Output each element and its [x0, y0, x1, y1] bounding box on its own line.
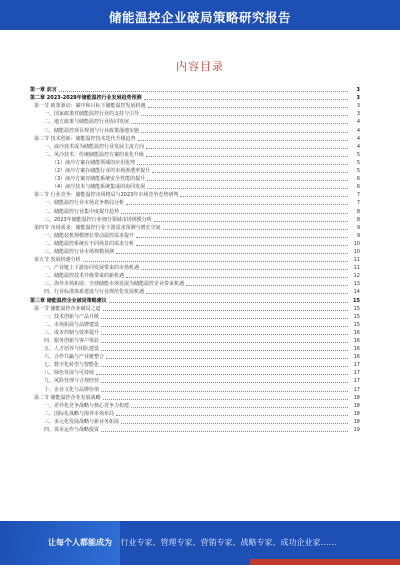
- toc-entry-title: 二、国际化战略与海外市场布局: [44, 410, 115, 417]
- toc-leader-dots: [116, 250, 348, 254]
- toc-entry-title: 二、市场拓展与品牌建设: [44, 321, 100, 328]
- toc-entry-title: 八、绿色发展与可持续: [44, 370, 95, 377]
- toc-entry[interactable]: [30, 425, 360, 433]
- toc-entry-page: 18: [353, 402, 360, 409]
- toc-entry-title: 一、液冷技术成为储能温控行业发展主流方向: [44, 143, 145, 150]
- toc-leader-dots: [131, 120, 348, 124]
- toc-entry-page: 16: [353, 338, 360, 344]
- toc-entry-page: 17: [353, 370, 360, 377]
- toc-entry-title: 四、服务创新与客户体验: [44, 338, 100, 344]
- toc-entry-page: 16: [353, 354, 360, 361]
- toc-entry-page: 18: [353, 394, 360, 401]
- toc-leader-dots: [141, 112, 348, 116]
- toc-entry-page: 17: [353, 378, 360, 385]
- toc-entry-title: 第一章 前言: [30, 87, 57, 94]
- toc-entry-page: 7: [356, 200, 360, 207]
- toc-entry[interactable]: [30, 368, 360, 376]
- toc-entry[interactable]: [30, 263, 360, 271]
- toc-entry-title: 二、地方政策与储能温控行业协同发展: [44, 119, 130, 126]
- toc-entry-title: 第二章 2023-2028年储能温控行业发展趋势预测: [30, 95, 142, 102]
- toc-leader-dots: [101, 323, 348, 327]
- toc-entry-page: 11: [353, 257, 360, 264]
- toc-leader-dots: [116, 412, 348, 416]
- toc-leader-dots: [144, 96, 348, 100]
- toc-leader-dots: [101, 379, 348, 383]
- toc-entry[interactable]: [30, 85, 360, 93]
- toc-entry[interactable]: [30, 223, 360, 231]
- toc-entry-page: 7: [356, 192, 360, 199]
- toc-leader-dots: [101, 388, 348, 392]
- toc-entry-page: 5: [356, 151, 360, 158]
- toc-leader-dots: [154, 218, 348, 222]
- toc-leader-dots: [146, 290, 348, 294]
- table-of-contents: [30, 85, 360, 433]
- toc-leader-dots: [136, 234, 348, 238]
- toc-entry-page: 3: [356, 87, 360, 94]
- toc-entry-page: 15: [353, 313, 360, 320]
- toc-entry[interactable]: [30, 247, 360, 255]
- toc-leader-dots: [59, 88, 348, 92]
- toc-entry[interactable]: [30, 101, 360, 109]
- footer-slogan-sub: 行业专家、管理专家、营销专家、战略专家、成功企业家……: [120, 538, 337, 547]
- toc-leader-dots: [101, 315, 348, 319]
- toc-entry-title: （2）液冷方案在储能行业的市场渗透率提升: [52, 168, 151, 175]
- toc-entry-title: 三、2023年储能温控行业细分领域市场规模分析: [44, 216, 152, 223]
- toc-leader-dots: [121, 210, 348, 214]
- toc-entry[interactable]: [30, 304, 360, 312]
- toc-entry-page: 8: [356, 216, 360, 223]
- toc-entry-page: 9: [356, 232, 360, 239]
- toc-entry[interactable]: [30, 117, 360, 125]
- toc-entry-page: 4: [356, 119, 360, 126]
- toc-leader-dots: [101, 363, 348, 367]
- toc-entry[interactable]: [30, 174, 360, 182]
- toc-leader-dots: [186, 282, 348, 286]
- toc-leader-dots: [141, 266, 348, 270]
- toc-entry-page: 17: [353, 362, 360, 369]
- toc-entry[interactable]: [30, 401, 360, 409]
- toc-leader-dots: [141, 129, 348, 133]
- toc-entry[interactable]: [30, 320, 360, 328]
- toc-entry[interactable]: [30, 239, 360, 247]
- toc-entry[interactable]: [30, 336, 360, 344]
- footer-red-strip: [250, 559, 400, 565]
- toc-entry-page: 14: [353, 289, 360, 296]
- toc-entry-title: 二、储能温控系统在不同场景的需求分析: [44, 240, 135, 247]
- toc-entry-page: 6: [356, 184, 360, 191]
- toc-entry-page: 3: [356, 103, 360, 110]
- toc-leader-dots: [109, 299, 348, 303]
- toc-entry[interactable]: [30, 279, 360, 287]
- toc-entry[interactable]: [30, 352, 360, 360]
- toc-entry-title: 二、储能温控行业集中度提升趋势: [44, 208, 120, 215]
- toc-leader-dots: [101, 339, 348, 343]
- toc-entry[interactable]: [30, 125, 360, 133]
- toc-entry-page: 18: [353, 410, 360, 417]
- report-title: 储能温控企业破局策略研究报告: [108, 10, 291, 25]
- toc-leader-dots: [138, 137, 348, 141]
- toc-entry[interactable]: [30, 182, 360, 190]
- toc-leader-dots: [101, 331, 348, 335]
- toc-entry-title: 七、数字化转型与智能化: [44, 362, 100, 369]
- toc-entry[interactable]: [30, 158, 360, 166]
- toc-entry-title: 十、企业文化与品牌价值: [44, 386, 100, 393]
- toc-entry-page: 10: [353, 240, 360, 247]
- toc-leader-dots: [152, 169, 348, 173]
- toc-entry-title: （3）液冷方案对储能系统安全性能的提升: [52, 176, 146, 183]
- toc-entry-page: 17: [353, 386, 360, 393]
- toc-entry-title: 九、风险管理与合规经营: [44, 378, 100, 385]
- toc-leader-dots: [126, 201, 348, 205]
- toc-entry-page: 10: [353, 248, 360, 255]
- toc-entry[interactable]: [30, 328, 360, 336]
- toc-entry[interactable]: [30, 312, 360, 320]
- toc-entry-title: 四、行业标准体系建设与行业规范化发展机遇: [44, 289, 145, 296]
- toc-leader-dots: [147, 177, 348, 181]
- toc-entry-title: 二、储能温控技术升级带来的新机遇: [44, 273, 125, 280]
- toc-entry-title: （4）液冷技术与储能系统集成的协同发展: [52, 184, 146, 191]
- toc-entry[interactable]: [30, 134, 360, 142]
- toc-entry-title: 一、储能温控行业市场竞争格局分析: [44, 200, 125, 207]
- toc-entry-title: 第一节 储能温控企业破局之道: [34, 305, 101, 312]
- toc-entry[interactable]: [30, 376, 360, 384]
- toc-entry[interactable]: [30, 360, 360, 368]
- toc-leader-dots: [121, 420, 348, 424]
- toc-entry-title: 三、储能温控行业市场规模预测: [44, 248, 115, 255]
- toc-entry-title: 二、风冷技术：传统储能温控方案的优化升级: [44, 151, 145, 158]
- toc-leader-dots: [136, 242, 348, 246]
- toc-entry[interactable]: [30, 190, 360, 198]
- toc-entry[interactable]: [30, 93, 360, 101]
- toc-leader-dots: [103, 396, 348, 400]
- toc-entry[interactable]: [30, 150, 360, 158]
- toc-entry[interactable]: [30, 271, 360, 279]
- toc-leader-dots: [101, 347, 348, 351]
- toc-entry-title: 第四节 市场需求：储能温控行业下游需求预测与增长空间: [34, 224, 161, 231]
- toc-entry-page: 5: [356, 159, 360, 166]
- toc-entry-page: 15: [353, 305, 360, 312]
- toc-entry-page: 5: [356, 168, 360, 175]
- toc-entry-title: 三、成本控制与效率提升: [44, 329, 100, 336]
- toc-entry[interactable]: [30, 166, 360, 174]
- toc-entry-title: 一、储能装机规模增长带动温控需求提升: [44, 232, 135, 239]
- toc-entry[interactable]: [30, 255, 360, 263]
- toc-entry-page: 3: [356, 111, 360, 118]
- toc-leader-dots: [163, 226, 348, 230]
- toc-entry[interactable]: [30, 215, 360, 223]
- toc-leader-dots: [147, 185, 348, 189]
- toc-leader-dots: [96, 371, 348, 375]
- toc-entry[interactable]: [30, 384, 360, 392]
- footer-slogan-main: 让每个人都能成为: [48, 538, 112, 547]
- toc-entry-title: 第二节 储能温控企业发展战略: [34, 394, 101, 401]
- toc-entry-title: 第三节 行业竞争：储能温控市场格局与2023年市场竞争态势研判: [34, 192, 179, 199]
- toc-entry[interactable]: [30, 344, 360, 352]
- toc-entry-title: 一、国家政策对储能温控行业的支持与引导: [44, 111, 140, 118]
- toc-entry-title: 一、差异化竞争战略与核心竞争力构建: [44, 402, 130, 409]
- toc-heading: 内容目录: [176, 60, 224, 73]
- toc-entry[interactable]: [30, 287, 360, 295]
- toc-entry-page: 4: [356, 143, 360, 150]
- toc-entry-page: 18: [353, 418, 360, 425]
- toc-entry-page: 9: [356, 224, 360, 231]
- toc-leader-dots: [101, 428, 348, 432]
- toc-entry-page: 4: [356, 127, 360, 134]
- toc-entry-title: 六、合作共赢与产业链整合: [44, 354, 105, 361]
- toc-entry-title: 第一节 政策驱动：碳中和目标下储能温控发展机遇: [34, 103, 146, 110]
- toc-entry-page: 16: [353, 346, 360, 353]
- toc-entry-page: 12: [353, 273, 360, 280]
- toc-entry-page: 16: [353, 329, 360, 336]
- toc-entry-title: 一、技术创新与产品升级: [44, 313, 100, 320]
- toc-entry[interactable]: [30, 142, 360, 150]
- toc-entry-title: 三、多元化发展战略与新业务拓展: [44, 418, 120, 425]
- toc-leader-dots: [131, 404, 348, 408]
- toc-entry[interactable]: [30, 198, 360, 206]
- footer-bar: [0, 521, 400, 565]
- toc-leader-dots: [148, 104, 348, 108]
- toc-entry-page: 4: [356, 135, 360, 142]
- toc-entry-title: 三、海外市场拓展：全球储能市场发展为储能温控企业带来机遇: [44, 281, 185, 288]
- toc-leader-dots: [83, 258, 348, 262]
- toc-leader-dots: [126, 274, 348, 278]
- toc-entry-title: 第二节 技术创新：储能温控技术迭代升级趋势: [34, 135, 136, 142]
- toc-entry-page: 15: [353, 297, 360, 304]
- toc-leader-dots: [137, 161, 348, 165]
- toc-entry-page: 8: [356, 208, 360, 215]
- toc-entry-page: 13: [353, 281, 360, 288]
- toc-entry[interactable]: [30, 417, 360, 425]
- toc-entry-title: 五、人才培养与团队建设: [44, 346, 100, 353]
- toc-entry-page: 15: [353, 321, 360, 328]
- header-bar: [0, 0, 400, 30]
- toc-leader-dots: [146, 145, 348, 149]
- toc-entry-title: 第五节 发展机遇分析: [34, 257, 81, 264]
- toc-entry-title: 一、产业链上下游协同发展带来的市场机遇: [44, 265, 140, 272]
- toc-entry-title: 四、资本运作与战略投资: [44, 427, 100, 434]
- toc-entry-title: 第三章 储能温控企业破局策略建议: [30, 297, 107, 304]
- toc-entry-title: 三、储能温控项目规划与行业政策落地实施: [44, 127, 140, 134]
- toc-entry[interactable]: [30, 393, 360, 401]
- toc-entry[interactable]: [30, 231, 360, 239]
- toc-leader-dots: [106, 355, 348, 359]
- toc-leader-dots: [103, 307, 348, 311]
- toc-leader-dots: [146, 153, 348, 157]
- toc-entry[interactable]: [30, 409, 360, 417]
- toc-entry-page: 19: [353, 427, 360, 434]
- toc-entry[interactable]: [30, 206, 360, 214]
- toc-entry-page: 11: [353, 265, 360, 272]
- toc-entry[interactable]: [30, 295, 360, 303]
- toc-leader-dots: [180, 193, 348, 197]
- toc-entry-page: 6: [356, 176, 360, 183]
- toc-entry-title: （1）液冷方案在储能领域的应用优势: [52, 159, 136, 166]
- toc-entry[interactable]: [30, 109, 360, 117]
- footer-slogan: [48, 537, 337, 548]
- toc-entry-page: 3: [356, 95, 360, 102]
